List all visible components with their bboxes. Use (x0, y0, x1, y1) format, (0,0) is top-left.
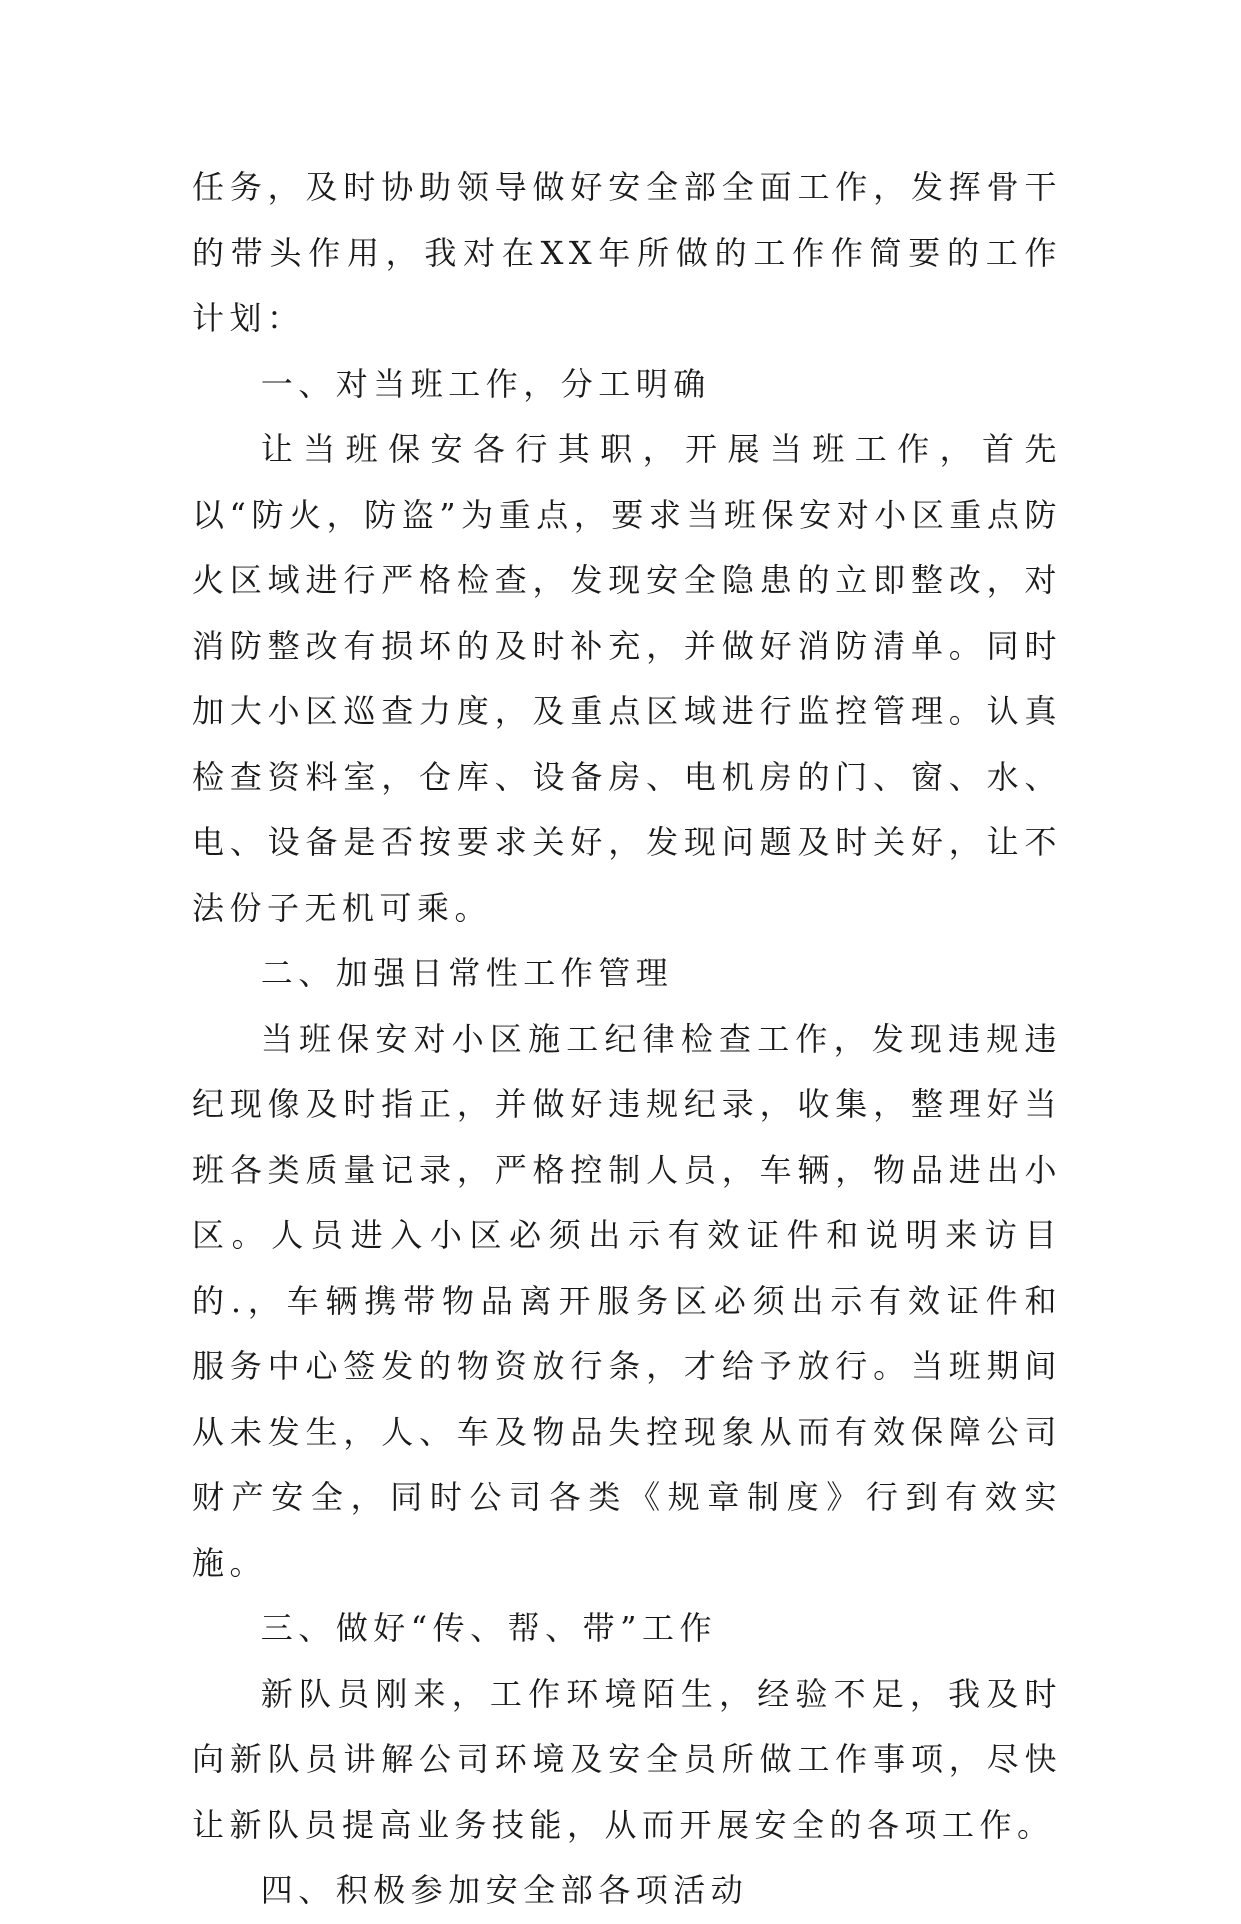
section-heading-1: 一、对当班工作，分工明确 (260, 364, 711, 403)
paragraph-intro-continued: 任务，及时协助领导做好安全部全面工作，发挥骨干的带头作用，我对在XX年所做的工作作简要的工作计划： (192, 168, 1062, 337)
section-heading-4: 四、积极参加安全部各项活动 (260, 1871, 749, 1909)
paragraph-section-2: 当班保安对小区施工纪律检查工作，发现违规违纪现像及时指正，并做好违规纪录，收集，整理好当班各类质量记录，严格控制人员，车辆，物品进出小区。人员进入小区必须出示有效证件和说明来访目的.，车辆携带物品离开服务区必须出示有效证件和服务中心签发的物资放行条，才给予放行。当班期间从未发生，人、车及物品失控现象从而有效保障公司财产安全，同时公司各类《规章制度》行到有效实施。 (192, 1019, 1062, 1582)
paragraph-section-3: 新队员刚来，工作环境陌生，经验不足，我及时向新队员讲解公司环境及安全员所做工作事项，尽快让新队员提高业务技能，从而开展安全的各项工作。 (192, 1674, 1062, 1844)
paragraph-section-1: 让当班保安各行其职，开展当班工作，首先以“防火，防盗”为重点，要求当班保安对小区重点防火区域进行严格检查，发现安全隐患的立即整改，对消防整改有损坏的及时补充，并做好消防清单。同时加大小区巡查力度，及重点区域进行监控管理。认真检查资料室，仓库、设备房、电机房的门、窗、水、电、设备是否按要求关好，发现问题及时关好，让不法份子无机可乘。 (192, 430, 1062, 927)
section-heading-3: 三、做好“传、帮、带”工作 (260, 1609, 718, 1647)
section-heading-2: 二、加强日常性工作管理 (260, 954, 674, 992)
document-body (192, 155, 1062, 1924)
